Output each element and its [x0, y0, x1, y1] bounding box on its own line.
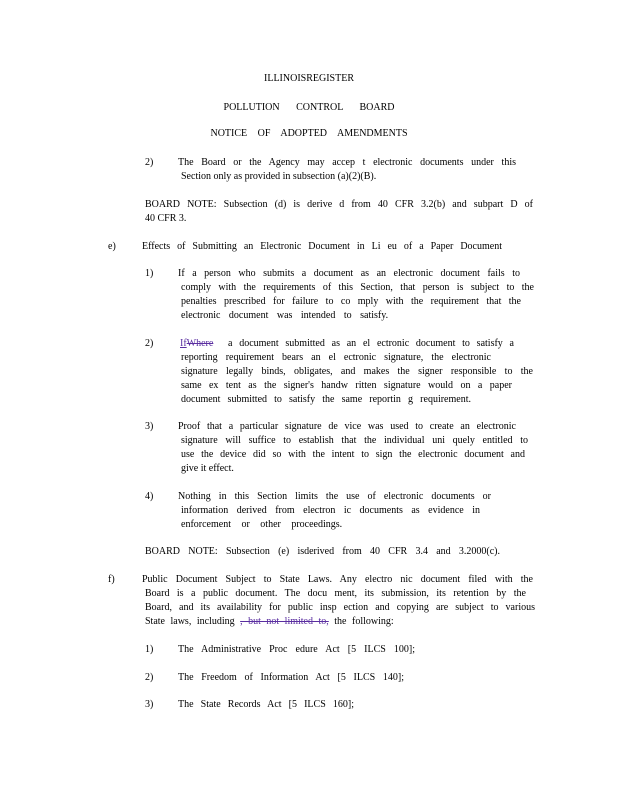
list-item-number: 3)	[145, 699, 154, 710]
item-text-line: The Board or the Agency may accep t electronic documents under this	[178, 157, 516, 168]
section-text-line	[145, 615, 394, 629]
item-number: 2)	[145, 338, 154, 349]
inserted-text: If	[180, 338, 187, 349]
section-text-line: Public Document Subject to State Laws. Any electro nic document filed with the	[142, 574, 533, 585]
item-text-line: reporting requirement bears an el ectronic signature, the electronic	[181, 352, 491, 363]
item-text-line: give it effect.	[181, 463, 234, 474]
board-note-line: BOARD NOTE: Subsection (e) isderived from 40 CFR 3.4 and 3.2000(c).	[145, 546, 500, 557]
item-text-line: Proof that a particular signature de vice was used to create an electronic	[178, 421, 516, 432]
item-text-line: information derived from electron ic documents as evidence in	[181, 505, 480, 516]
deleted-text: , but not limited to,	[240, 616, 329, 627]
item-text-line: same ex tent as the signer's handw ritten signature would on a paper	[181, 380, 512, 391]
deleted-text: Where	[186, 338, 214, 349]
item-text-line: document submitted to satisfy the same reportin g requirement.	[181, 394, 471, 405]
register-title: ILLINOISREGISTER	[264, 73, 354, 84]
section-letter: e)	[108, 241, 116, 252]
item-text-line: signature legally binds, obligates, and makes the signer responsible to the	[181, 366, 533, 377]
list-item-text: The State Records Act [5 ILCS 160];	[178, 699, 354, 710]
list-item-text: The Freedom of Information Act [5 ILCS 140];	[178, 672, 404, 683]
section-letter: f)	[108, 574, 115, 585]
item-text-line: If a person who submits a document as an electronic document fails to	[178, 268, 520, 279]
line-end: the following:	[334, 616, 394, 627]
item-number: 4)	[145, 491, 154, 502]
item-text-line: enforcement or other proceedings.	[181, 519, 343, 530]
item-text-line: Nothing in this Section limits the use of electronic documents or	[178, 491, 491, 502]
item-text-line: comply with the requirements of this Section, that person is subject to the	[181, 282, 534, 293]
item-text-line: use the device did so with the intent to sign the electronic document and	[181, 449, 525, 460]
item-text-line	[180, 337, 514, 351]
item-text-line: signature will suffice to establish that the individual uni quely entitled to	[181, 435, 528, 446]
item-number: 2)	[145, 157, 154, 168]
section-text-line: Board, and its availability for public insp ection and copying are subject to various	[145, 602, 535, 613]
notice-title: NOTICE OF ADOPTED AMENDMENTS	[210, 128, 408, 139]
board-title: POLLUTION CONTROL BOARD	[223, 102, 395, 113]
line-start: State laws, including	[145, 616, 235, 627]
board-note-line: BOARD NOTE: Subsection (d) is derive d from 40 CFR 3.2(b) and subpart D of	[145, 199, 533, 210]
list-item-number: 1)	[145, 644, 154, 655]
item-text-line: electronic document was intended to satisfy.	[181, 310, 389, 321]
section-text-line: Board is a public document. The docu ment, its submission, its retention by the	[145, 588, 526, 599]
item-text-line: Section only as provided in subsection (a)(2)(B).	[181, 171, 377, 182]
list-item-text: The Administrative Proc edure Act [5 ILCS 100];	[178, 644, 415, 655]
item-text-line: penalties prescribed for failure to co mply with the requirement that the	[181, 296, 521, 307]
line-rest: a document submitted as an el ectronic document to satisfy a	[228, 338, 514, 349]
item-number: 1)	[145, 268, 154, 279]
section-heading: Effects of Submitting an Electronic Document in Li eu of a Paper Document	[142, 241, 502, 252]
list-item-number: 2)	[145, 672, 154, 683]
board-note-line: 40 CFR 3.	[145, 213, 187, 224]
item-number: 3)	[145, 421, 154, 432]
